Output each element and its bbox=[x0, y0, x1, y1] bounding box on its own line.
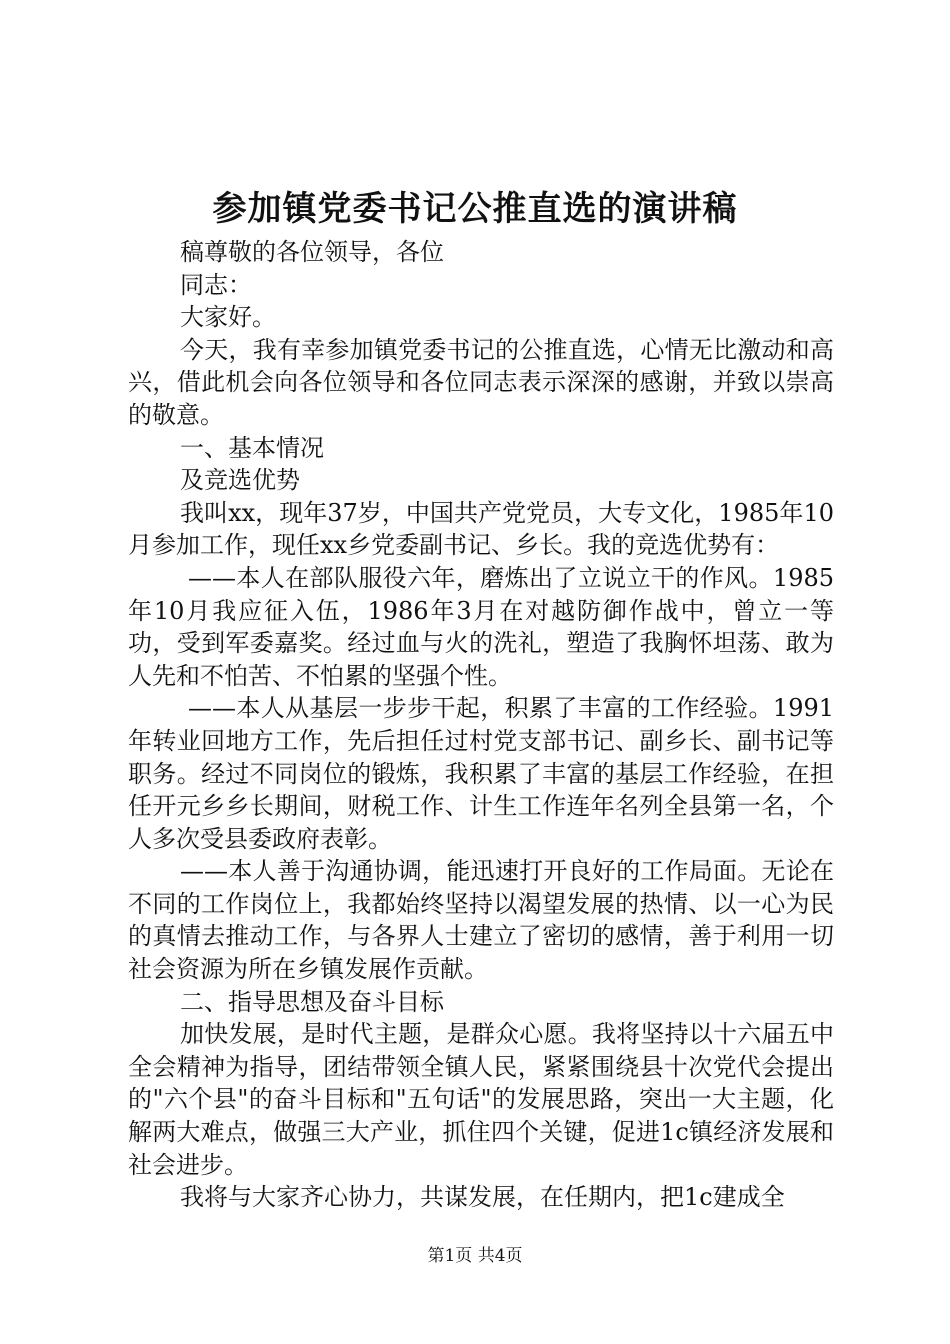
section-heading-guiding-thought: 二、指导思想及奋斗目标 bbox=[180, 987, 444, 1016]
paragraph-commitment: 我将与大家齐心协力，共谋发展，在任期内，把1c建成全 bbox=[180, 1183, 785, 1212]
paragraph-self-intro: 我叫xx，现年37岁，中国共产党党员，大专文化，1985年10月参加工作，现任xx乡党委副书记、乡长。我的竞选优势有： bbox=[128, 498, 834, 560]
paragraph-salutation-cont: 同志： bbox=[180, 270, 252, 299]
paragraph-advantage-army: ——本人在部队服役六年，磨炼出了立说立干的作风。1985年10月我应征入伍，1986年3月在对越防御作战中，曾立一等功，受到军委嘉奖。经过血与火的洗礼，塑造了我胸怀坦荡、敢为人先和不怕苦、不怕累的坚强个性。 bbox=[128, 563, 834, 690]
paragraph-advantage-experience: ——本人从基层一步步干起，积累了丰富的工作经验。1991年转业回地方工作，先后担任过村党支部书记、副乡长、副书记等职务。经过不同岗位的锻炼，我积累了丰富的基层工作经验，在担任开元乡乡长期间，财税工作、计生工作连年名列全县第一名，个人多次受县委政府表彰。 bbox=[128, 694, 834, 853]
section-heading-basic-info: 一、基本情况 bbox=[180, 433, 324, 462]
paragraph-salutation: 稿尊敬的各位领导，各位 bbox=[180, 238, 444, 266]
document-title: 参加镇党委书记公推直选的演讲稿 bbox=[212, 189, 738, 229]
paragraph-greeting: 大家好。 bbox=[180, 303, 276, 332]
paragraph-advantage-communication: ——本人善于沟通协调，能迅速打开良好的工作局面。无论在不同的工作岗位上，我都始终坚持以渴望发展的热情、以一心为民的真情去推动工作，与各界人士建立了密切的感情，善于利用一切社会资源为所在乡镇发展作贡献。 bbox=[128, 857, 834, 984]
document-body bbox=[128, 236, 834, 1214]
paragraph-intro: 今天，我有幸参加镇党委书记的公推直选，心情无比激动和高兴，借此机会向各位领导和各位同志表示深深的感谢，并致以崇高的敬意。 bbox=[128, 335, 834, 429]
paragraph-development: 加快发展，是时代主题，是群众心愿。我将坚持以十六届五中全会精神为指导，团结带领全镇人民，紧紧围绕县十次党代会提出的"六个县"的奋斗目标和"五句话"的发展思路，突出一大主题，化解两大难点，做强三大产业，抓住四个关键，促进1c镇经济发展和社会进步。 bbox=[128, 1020, 834, 1179]
section-heading-basic-info-cont: 及竞选优势 bbox=[180, 466, 300, 495]
page-indicator: 第1页 共4页 bbox=[427, 1246, 523, 1266]
